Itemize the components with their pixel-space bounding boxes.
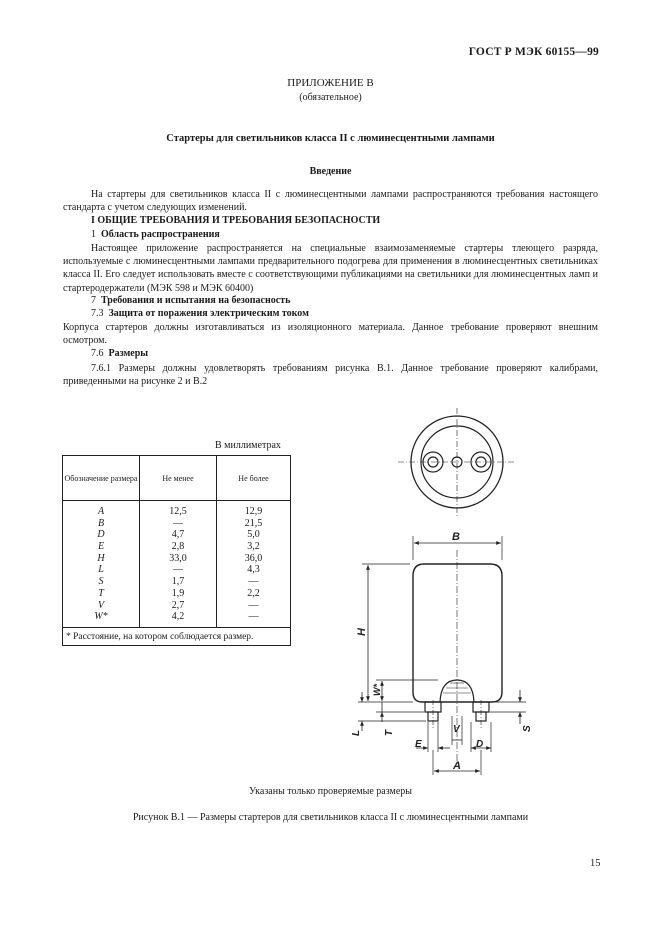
top-view: [398, 408, 516, 516]
header-designation: Обозначение размера: [63, 456, 140, 501]
table-cell: —: [173, 564, 183, 576]
header-min: Не менее: [140, 456, 217, 501]
section-7-heading: [91, 295, 290, 306]
table-cell: —: [248, 599, 259, 611]
subsection-1-title: Область распространения: [101, 229, 220, 240]
table-cell: 1,7: [171, 576, 185, 588]
symbol-column: [63, 501, 140, 628]
label-w: W*: [372, 684, 382, 696]
figure-caption: Рисунок В.1 — Размеры стартеров для светильников класса II с люминесцентными лампами: [132, 812, 529, 823]
table-cell: W*: [94, 611, 108, 623]
table-cell: 4,3: [247, 564, 260, 576]
section-7-3-heading: [91, 308, 309, 319]
section-7-3-title: Защита от поражения электрическим током: [108, 308, 309, 319]
label-e: E: [415, 739, 422, 750]
subsection-1-number: 1: [91, 229, 96, 240]
table-cell: A: [97, 506, 105, 517]
table-cell: T: [98, 587, 104, 599]
section-7-number: 7: [91, 295, 96, 306]
table-cell: 4,7: [171, 529, 185, 541]
standard-code: ГОСТ Р МЭК 60155—99: [468, 46, 599, 58]
max-column: [217, 501, 291, 628]
scope-paragraph: Настоящее приложение распространяется на специальные взаимозаменяемые стартеры тлеющего разряда, используемые с люминесцентными лампами предварительного подогрева для применения в люминесцентных светильниках класса II. Его следует использовать вместе с соответствующими публикациями на светильники для люминесцентных ламп и стартеродержатели (МЭК 598 и МЭК 60400): [63, 243, 598, 294]
section-1-heading: I ОБЩИЕ ТРЕБОВАНИЯ И ТРЕБОВАНИЯ БЕЗОПАСНОСТИ: [91, 215, 381, 226]
section-7-6-number: 7.6: [91, 348, 104, 359]
label-d: D: [476, 739, 484, 750]
header-max: Не более: [217, 456, 291, 501]
subsection-1-heading: [91, 229, 220, 240]
table-cell: 12,9: [244, 506, 263, 517]
label-v: V: [453, 724, 460, 735]
table-cell: 5,0: [247, 529, 260, 541]
label-l: L: [351, 729, 362, 736]
appendix-status: (обязательное): [299, 92, 362, 103]
dimensions-table: [62, 455, 291, 646]
label-t: T: [384, 729, 395, 736]
table-cell: —: [248, 576, 259, 588]
table-cell: 21,5: [244, 517, 263, 529]
table-cell: 36,0: [244, 552, 263, 564]
table-header-row: [63, 456, 291, 501]
table-cell: 3,2: [247, 541, 260, 553]
section-7-title: Требования и испытания на безопасность: [101, 295, 291, 306]
protection-paragraph: Корпуса стартеров должны изготавливаться из изоляционного материала. Данное требование проверяют внешним осмотром.: [63, 322, 598, 347]
starter-drawing: [340, 400, 545, 785]
intro-heading: Введение: [309, 166, 352, 177]
min-column: [140, 501, 217, 628]
table-cell: 2,8: [171, 541, 185, 553]
table-footnote: * Расстояние, на котором соблюдается размер.: [63, 627, 291, 645]
table-cell: 2,2: [247, 587, 260, 599]
table-cell: —: [248, 611, 259, 623]
table-cell: L: [98, 564, 104, 576]
table-cell: H: [97, 552, 105, 564]
label-s: S: [522, 725, 533, 732]
dimension-labels: [351, 531, 533, 772]
dimensions-paragraph: 7.6.1 Размеры должны удовлетворять требованиям рисунка В.1. Данное требование проверяют калибрами, приведенными на рисунке 2 и В.2: [63, 363, 598, 388]
label-h: H: [356, 628, 368, 636]
section-7-6-title: Размеры: [108, 348, 149, 359]
side-view: [358, 536, 526, 775]
table-cell: 1,9: [171, 587, 185, 599]
table-footnote-row: [63, 627, 291, 645]
table-cell: 2,7: [171, 599, 185, 611]
table-cell: 12,5: [169, 506, 187, 517]
table-cell: B: [97, 517, 105, 529]
main-title: Стартеры для светильников класса II с люминесцентными лампами: [166, 133, 495, 144]
table-cell: —: [173, 517, 183, 529]
label-a: A: [453, 760, 461, 772]
table-cell: V: [97, 599, 105, 611]
figure-note: Указаны только проверяемые размеры: [248, 786, 413, 797]
table-cell: D: [97, 529, 105, 541]
intro-paragraph: На стартеры для светильников класса II с люминесцентными лампами распространяются требования настоящего стандарта с учетом следующих изменений.: [63, 189, 598, 214]
section-7-3-number: 7.3: [91, 308, 104, 319]
table-cell: E: [97, 541, 105, 553]
section-7-6-heading: [91, 348, 148, 359]
unit-note: В миллиметрах: [215, 440, 281, 451]
label-b: B: [452, 531, 460, 543]
table-cell: 4,2: [171, 611, 185, 623]
page-number: 15: [590, 858, 601, 869]
appendix-title: ПРИЛОЖЕНИЕ В: [287, 77, 374, 89]
table-cell: S: [98, 576, 104, 588]
table-cell: 33,0: [169, 552, 187, 564]
table-body-row: [63, 501, 291, 628]
